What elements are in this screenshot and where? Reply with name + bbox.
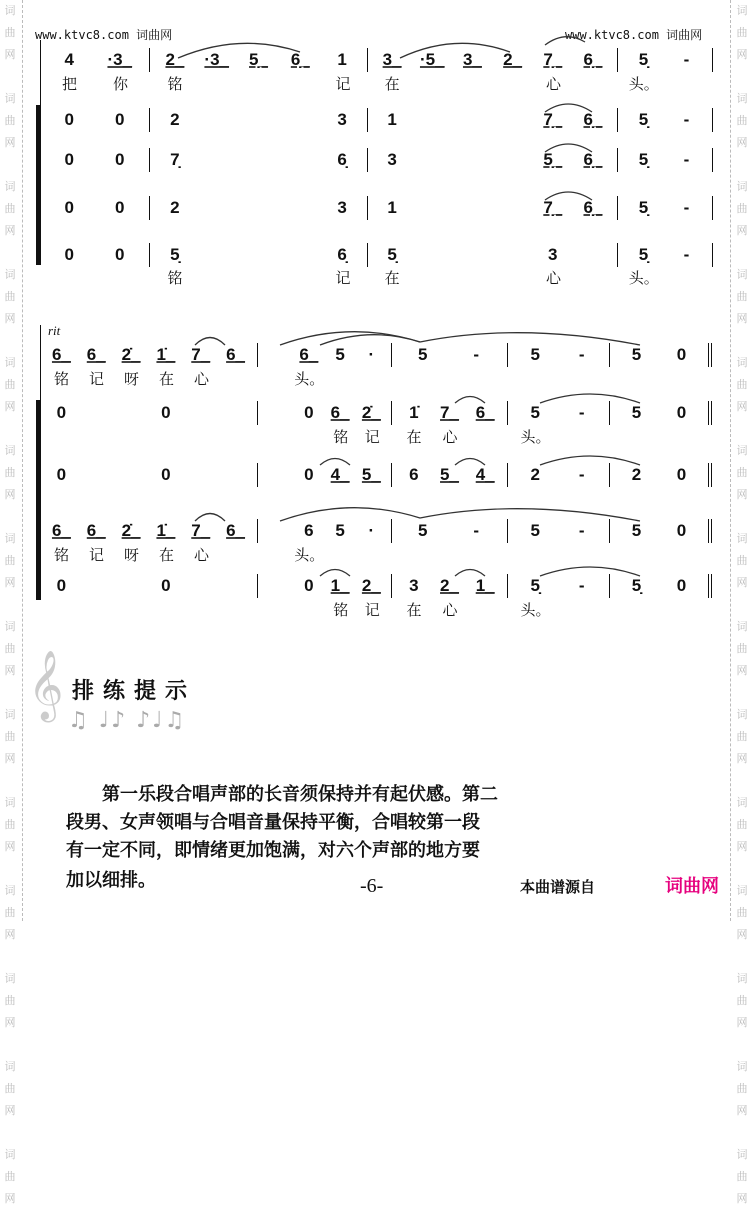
note: - bbox=[683, 150, 690, 169]
treble-clef-icon: 𝄞 bbox=[28, 650, 64, 720]
note: 4_ bbox=[475, 465, 495, 484]
note: 1̇_ bbox=[156, 345, 176, 364]
lyric: 把 bbox=[61, 76, 77, 93]
margin-watermark-char: 曲 bbox=[736, 379, 748, 391]
margin-watermark-char: 网 bbox=[4, 1193, 16, 1205]
lyric: 你 bbox=[112, 76, 128, 93]
margin-watermark-char: 网 bbox=[4, 841, 16, 853]
note: · bbox=[368, 345, 375, 364]
margin-watermark-char: 词 bbox=[736, 1149, 748, 1161]
lyric: 头。 bbox=[628, 270, 659, 287]
note: - bbox=[578, 345, 585, 364]
rehearsal-line-2: 段男、女声领唱与合唱音量保持平衡，合唱较第一段 bbox=[66, 812, 480, 832]
note: 5 bbox=[631, 345, 642, 364]
rit-marking: rit bbox=[48, 323, 61, 338]
margin-watermark-char: 网 bbox=[736, 665, 748, 677]
note: 5̣ bbox=[638, 245, 649, 264]
margin-watermark-char: 网 bbox=[4, 1105, 16, 1117]
note: 3_ bbox=[462, 50, 482, 69]
note: 7̣ bbox=[170, 150, 180, 169]
note: ·5_ bbox=[419, 50, 445, 69]
note: - bbox=[578, 521, 585, 540]
margin-watermark-char: 曲 bbox=[736, 467, 748, 479]
note: 1̇ bbox=[409, 403, 419, 422]
margin-watermark-char: 网 bbox=[736, 489, 748, 501]
note: 2 bbox=[530, 465, 540, 484]
note: 7̣_ bbox=[543, 50, 563, 69]
rehearsal-line-4: 加以细排。 bbox=[66, 870, 156, 890]
note: 2̇_ bbox=[361, 403, 381, 422]
note: 6̣_ bbox=[583, 110, 603, 129]
lyric: 心 bbox=[442, 429, 458, 446]
margin-watermark-char: 曲 bbox=[736, 1083, 748, 1095]
margin-watermark-char: 曲 bbox=[4, 467, 16, 479]
margin-watermark-char: 网 bbox=[4, 401, 16, 413]
margin-watermark-char: 曲 bbox=[4, 379, 16, 391]
lyric: 记 bbox=[88, 371, 104, 388]
margin-watermark-char: 曲 bbox=[4, 555, 16, 567]
note: 6̣ bbox=[337, 150, 347, 169]
slur bbox=[545, 144, 592, 152]
margin-watermark-char: 网 bbox=[4, 225, 16, 237]
note: 7_ bbox=[440, 403, 459, 422]
margin-watermark-char: 曲 bbox=[736, 555, 748, 567]
lyric: 心 bbox=[193, 547, 209, 564]
margin-watermark-char: 曲 bbox=[736, 203, 748, 215]
lyric: 在 bbox=[406, 602, 422, 619]
note: 0 bbox=[676, 345, 687, 364]
margin-watermark-char: 网 bbox=[4, 313, 16, 325]
note: 2_ bbox=[503, 50, 523, 69]
slur bbox=[455, 570, 485, 577]
margin-watermark-char: 词 bbox=[4, 885, 16, 897]
margin-watermark-char: 网 bbox=[736, 841, 748, 853]
margin-watermark-char: 词 bbox=[736, 445, 748, 457]
lyric: 铭 bbox=[333, 429, 349, 446]
note: - bbox=[578, 403, 585, 422]
slur bbox=[195, 514, 225, 522]
note: - bbox=[683, 198, 690, 217]
lyric: 在 bbox=[158, 371, 174, 388]
watermark-right: www.ktvc8.com 词曲网 bbox=[565, 28, 703, 42]
note: - bbox=[683, 245, 690, 264]
note: - bbox=[473, 345, 480, 364]
rehearsal-line-3: 有一定不同，即情绪更加饱满，对六个声部的地方要 bbox=[66, 840, 480, 860]
note: 5_ bbox=[361, 465, 381, 484]
margin-watermark-char: 词 bbox=[736, 357, 748, 369]
note: 1_ bbox=[475, 576, 495, 595]
slur bbox=[540, 567, 640, 576]
margin-watermark-char: 曲 bbox=[4, 1083, 16, 1095]
margin-watermark-char: 曲 bbox=[736, 115, 748, 127]
note: 5 bbox=[530, 521, 540, 540]
margin-watermark-char: 网 bbox=[736, 753, 748, 765]
margin-watermark-char: 网 bbox=[4, 577, 16, 589]
note: 0 bbox=[64, 245, 74, 264]
margin-watermark-char: 词 bbox=[4, 5, 16, 17]
note: 0 bbox=[115, 198, 125, 217]
margin-watermark-char: 词 bbox=[736, 885, 748, 897]
slur bbox=[280, 332, 640, 345]
slur bbox=[400, 43, 510, 58]
lyric: 记 bbox=[88, 547, 104, 564]
note: 6 bbox=[409, 465, 419, 484]
slur bbox=[280, 508, 640, 521]
margin-watermark-char: 网 bbox=[4, 929, 16, 941]
note: 3 bbox=[387, 150, 397, 169]
lyric: 头。 bbox=[628, 76, 659, 93]
lyric: 铭 bbox=[333, 602, 349, 619]
note: 5 bbox=[631, 403, 642, 422]
note: 0 bbox=[115, 245, 125, 264]
note: - bbox=[578, 576, 585, 595]
note: 0 bbox=[115, 150, 125, 169]
lyric: 记 bbox=[364, 429, 380, 446]
lyric: 呀 bbox=[123, 371, 139, 388]
lyric: 心 bbox=[545, 270, 561, 287]
margin-watermark-char: 网 bbox=[736, 1017, 748, 1029]
lyric: 心 bbox=[545, 76, 561, 93]
note: 6̣_ bbox=[583, 150, 603, 169]
lyric: 记 bbox=[335, 270, 351, 287]
source-label: 本曲谱源自 bbox=[520, 879, 596, 896]
margin-watermark-char: 网 bbox=[4, 753, 16, 765]
margin-watermark-char: 词 bbox=[736, 621, 748, 633]
margin-watermark-char: 词 bbox=[736, 797, 748, 809]
lyric: 心 bbox=[193, 371, 209, 388]
lyric: 在 bbox=[384, 76, 400, 93]
note: 6̣_ bbox=[583, 198, 603, 217]
note: 0 bbox=[304, 465, 314, 484]
margin-watermark-char: 词 bbox=[736, 269, 748, 281]
lyric: 铭 bbox=[53, 371, 69, 388]
note: 5̣ bbox=[530, 576, 540, 595]
margin-watermark-char: 曲 bbox=[736, 291, 748, 303]
margin-watermark-char: 词 bbox=[4, 181, 16, 193]
note: 6_ bbox=[86, 521, 106, 540]
note: 0 bbox=[676, 465, 687, 484]
note: 0 bbox=[304, 576, 314, 595]
slur bbox=[320, 335, 420, 345]
margin-watermark-char: 网 bbox=[736, 401, 748, 413]
lyric: 头。 bbox=[520, 429, 551, 446]
note: 5 bbox=[418, 345, 428, 364]
note: 2_ bbox=[440, 576, 459, 595]
note: 2̇_ bbox=[121, 345, 141, 364]
lyric: 铭 bbox=[167, 270, 183, 287]
note: 3 bbox=[548, 245, 558, 264]
margin-watermark-char: 词 bbox=[4, 533, 16, 545]
margin-watermark-char: 词 bbox=[4, 269, 16, 281]
note: 5̣ bbox=[170, 245, 180, 264]
note: 1̇_ bbox=[156, 521, 176, 540]
lyric: 呀 bbox=[123, 547, 139, 564]
slur bbox=[540, 394, 640, 403]
note: 5̣ bbox=[638, 198, 649, 217]
note: 7̣_ bbox=[543, 110, 563, 129]
note: - bbox=[683, 50, 690, 69]
note: 6_ bbox=[51, 521, 71, 540]
note: 1 bbox=[337, 50, 347, 69]
note: 5 bbox=[335, 521, 345, 540]
lyric: 铭 bbox=[167, 76, 183, 93]
note: 0 bbox=[64, 110, 74, 129]
margin-watermark-char: 词 bbox=[736, 1061, 748, 1073]
slur bbox=[178, 43, 300, 58]
rehearsal-line-1: 第一乐段合唱声部的长音须保持并有起伏感。第二 bbox=[66, 784, 498, 804]
margin-watermark-char: 曲 bbox=[736, 1171, 748, 1183]
margin-watermark-char: 曲 bbox=[736, 819, 748, 831]
margin-watermark-char: 词 bbox=[4, 709, 16, 721]
margin-watermark-char: 网 bbox=[736, 313, 748, 325]
lyric: 记 bbox=[335, 76, 351, 93]
note: 5̣_ bbox=[249, 50, 268, 69]
note: 0 bbox=[304, 403, 314, 422]
note: 5 bbox=[418, 521, 428, 540]
source-brand-logo: 词曲网 bbox=[665, 876, 719, 896]
margin-watermark-char: 网 bbox=[736, 1193, 748, 1205]
lyric: 记 bbox=[364, 602, 380, 619]
slur bbox=[545, 104, 592, 112]
music-notes-icon: ♫ ♩♪ ♪♩♫ bbox=[68, 708, 187, 733]
note: ·3_ bbox=[107, 50, 133, 69]
lyric: 在 bbox=[158, 547, 174, 564]
margin-watermark-char: 曲 bbox=[4, 643, 16, 655]
margin-watermark-char: 网 bbox=[4, 489, 16, 501]
lyric: 铭 bbox=[53, 547, 69, 564]
note: - bbox=[578, 465, 585, 484]
margin-watermark-char: 曲 bbox=[736, 907, 748, 919]
lyric: 头。 bbox=[520, 602, 551, 619]
lyric: 头。 bbox=[294, 547, 325, 564]
page-number: -6- bbox=[360, 875, 384, 897]
note: 0 bbox=[56, 465, 67, 484]
margin-watermark-char: 网 bbox=[736, 225, 748, 237]
margin-watermark-char: 词 bbox=[4, 1061, 16, 1073]
margin-watermark-char: 词 bbox=[736, 93, 748, 105]
lyric: 心 bbox=[442, 602, 458, 619]
note: 0 bbox=[56, 403, 67, 422]
margin-watermark-char: 曲 bbox=[4, 1171, 16, 1183]
note: 3_ bbox=[382, 50, 402, 69]
margin-watermark-char: 网 bbox=[4, 137, 16, 149]
margin-watermark-char: 曲 bbox=[4, 907, 16, 919]
margin-watermark-char: 曲 bbox=[736, 27, 748, 39]
margin-watermark-char: 网 bbox=[736, 577, 748, 589]
margin-watermark-char: 词 bbox=[736, 181, 748, 193]
margin-watermark-char: 曲 bbox=[4, 27, 16, 39]
note: 6_ bbox=[475, 403, 495, 422]
margin-watermark-char: 词 bbox=[736, 533, 748, 545]
lyric: 在 bbox=[384, 270, 400, 287]
note: 5̣ bbox=[638, 50, 649, 69]
note: 5 bbox=[530, 345, 540, 364]
margin-watermark-char: 曲 bbox=[736, 995, 748, 1007]
note: 0 bbox=[115, 110, 125, 129]
note: 6̣_ bbox=[583, 50, 603, 69]
note: 0 bbox=[676, 521, 687, 540]
slur bbox=[455, 397, 485, 404]
note: 6̣ bbox=[337, 245, 347, 264]
margin-watermark-char: 曲 bbox=[4, 203, 16, 215]
watermark-left: www.ktvc8.com 词曲网 bbox=[35, 28, 173, 42]
note: 5̣ bbox=[387, 245, 397, 264]
note: - bbox=[473, 521, 480, 540]
margin-watermark-char: 网 bbox=[4, 1017, 16, 1029]
slur bbox=[540, 456, 640, 465]
margin-watermark-char: 词 bbox=[4, 445, 16, 457]
note: 5 bbox=[335, 345, 345, 364]
note: 1 bbox=[387, 110, 397, 129]
margin-watermark-char: 曲 bbox=[4, 819, 16, 831]
note: 0 bbox=[676, 576, 687, 595]
note: 0 bbox=[64, 150, 74, 169]
note: 0 bbox=[676, 403, 687, 422]
margin-watermark-char: 词 bbox=[4, 621, 16, 633]
margin-watermark-char: 曲 bbox=[4, 995, 16, 1007]
slur bbox=[320, 459, 350, 466]
lyric: 在 bbox=[406, 429, 422, 446]
note: 0 bbox=[161, 403, 171, 422]
margin-watermark-char: 网 bbox=[736, 929, 748, 941]
note: 0 bbox=[161, 465, 171, 484]
margin-watermark-char: 词 bbox=[4, 973, 16, 985]
note: 2_ bbox=[165, 50, 185, 69]
note: 6 bbox=[304, 521, 314, 540]
lyric: 头。 bbox=[294, 371, 325, 388]
note: · bbox=[368, 521, 375, 540]
note: 4 bbox=[64, 50, 74, 69]
note: 0 bbox=[56, 576, 67, 595]
note: 5̣_ bbox=[543, 150, 563, 169]
note: 0 bbox=[161, 576, 171, 595]
note: 1_ bbox=[330, 576, 350, 595]
note: - bbox=[683, 110, 690, 129]
note: 6_ bbox=[51, 345, 71, 364]
note: 3 bbox=[337, 110, 347, 129]
slur bbox=[320, 570, 350, 577]
note: 5̣ bbox=[638, 110, 649, 129]
margin-watermark-char: 曲 bbox=[4, 291, 16, 303]
note: 3 bbox=[337, 198, 347, 217]
margin-watermark-char: 词 bbox=[4, 1149, 16, 1161]
note: 7_ bbox=[191, 345, 211, 364]
note: 2_ bbox=[361, 576, 381, 595]
note: 4_ bbox=[330, 465, 350, 484]
margin-watermark-char: 网 bbox=[736, 137, 748, 149]
note: 2 bbox=[631, 465, 642, 484]
margin-watermark-char: 网 bbox=[736, 49, 748, 61]
note: 5 bbox=[631, 521, 642, 540]
note: 6_ bbox=[86, 345, 106, 364]
slur bbox=[455, 459, 485, 466]
slur bbox=[195, 338, 225, 346]
note: 2̇_ bbox=[121, 521, 141, 540]
note: 2 bbox=[170, 198, 180, 217]
note: 1 bbox=[387, 198, 397, 217]
note: 6_ bbox=[330, 403, 350, 422]
note: 5̣ bbox=[638, 150, 649, 169]
note: 7̣_ bbox=[543, 198, 563, 217]
margin-watermark-char: 词 bbox=[736, 709, 748, 721]
rehearsal-heading: 排练提示 bbox=[72, 678, 197, 703]
note: 6_ bbox=[226, 521, 246, 540]
note: 5_ bbox=[440, 465, 459, 484]
note: 7_ bbox=[191, 521, 211, 540]
note: 3 bbox=[409, 576, 419, 595]
note: 2 bbox=[170, 110, 180, 129]
note: 6_ bbox=[226, 345, 246, 364]
margin-watermark-char: 词 bbox=[4, 93, 16, 105]
margin-watermark-char: 曲 bbox=[736, 731, 748, 743]
margin-watermark-char: 词 bbox=[736, 973, 748, 985]
note: 0 bbox=[64, 198, 74, 217]
note: ·3_ bbox=[204, 50, 229, 69]
margin-watermark-char: 网 bbox=[4, 665, 16, 677]
slur bbox=[545, 192, 592, 200]
note: 6̣_ bbox=[290, 50, 310, 69]
margin-watermark-char: 词 bbox=[736, 5, 748, 17]
margin-watermark-char: 曲 bbox=[736, 643, 748, 655]
margin-watermark-char: 曲 bbox=[4, 115, 16, 127]
margin-watermark-char: 词 bbox=[4, 797, 16, 809]
note: 5 bbox=[530, 403, 540, 422]
slur bbox=[545, 37, 585, 45]
margin-watermark-char: 网 bbox=[4, 49, 16, 61]
note: 5̣ bbox=[631, 576, 642, 595]
margin-watermark-char: 词 bbox=[4, 357, 16, 369]
margin-watermark-char: 曲 bbox=[4, 731, 16, 743]
note: 6_ bbox=[299, 345, 319, 364]
margin-watermark-char: 网 bbox=[736, 1105, 748, 1117]
